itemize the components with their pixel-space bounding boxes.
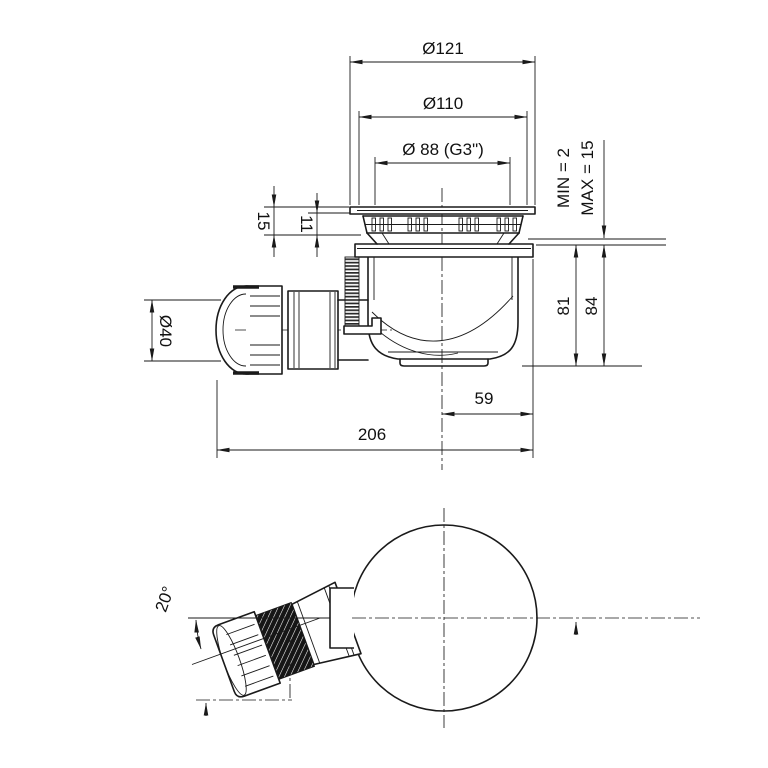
strainer-ring xyxy=(363,216,523,244)
bottom-view xyxy=(152,508,700,728)
dim-label-flange-od: Ø121 xyxy=(422,39,464,58)
dim-label-thread-size: Ø 88 (G3") xyxy=(402,140,484,159)
dim-label-overall-length: 206 xyxy=(357,425,387,444)
top-flange xyxy=(350,207,535,214)
dim-label-flange-underside-height: 11 xyxy=(297,215,316,233)
dim-label-tray-min: MIN = 2 xyxy=(554,148,573,208)
body-thread-strip xyxy=(345,257,359,329)
outlet-stub xyxy=(330,588,354,648)
dim-label-outlet-pipe-od: Ø40 xyxy=(156,314,175,348)
mounting-plate xyxy=(355,244,533,257)
dim-label-outlet-offset: 59 xyxy=(474,389,494,408)
outlet-nut-side xyxy=(216,286,282,374)
dim-label-body-depth: 81 xyxy=(554,296,573,316)
internal-weir-curve xyxy=(372,296,513,341)
trap-body xyxy=(344,257,518,366)
dim-label-total-depth: 84 xyxy=(582,296,601,316)
side-view xyxy=(144,39,666,470)
dim-label-tray-max: MAX = 15 xyxy=(578,140,597,216)
dim-label-outlet-angle: 20° xyxy=(151,583,179,615)
dim-label-upper-height: 15 xyxy=(254,211,273,231)
dim-label-strainer-od: Ø110 xyxy=(422,94,464,113)
